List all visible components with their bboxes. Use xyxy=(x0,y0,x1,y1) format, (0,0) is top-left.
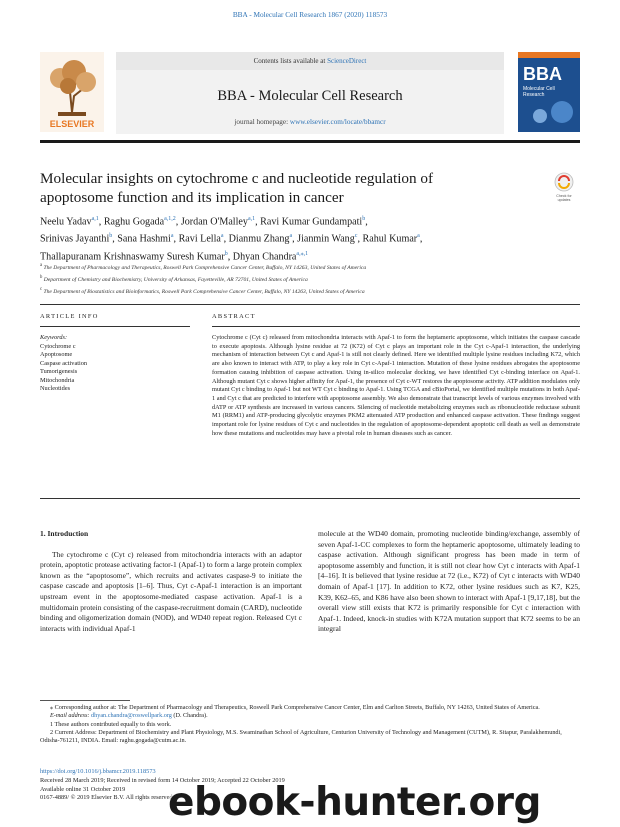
affiliation-text: The Department of Biostatistics and Bioinformatics, Roswell Park Comprehensive Cancer Center, Buffalo, NY 14263, United States of America xyxy=(43,288,365,295)
keyword: Cytochrome c xyxy=(40,342,76,350)
author-name: Rahul Kumar xyxy=(362,233,418,245)
footnote-rule xyxy=(40,700,130,701)
journal-homepage xyxy=(116,118,504,126)
watermark-text: ebook-hunter.org xyxy=(168,780,541,825)
author-name: Ravi Lella xyxy=(178,233,221,245)
email-suffix: (D. Chandra). xyxy=(171,712,208,720)
svg-text:Check for: Check for xyxy=(556,194,572,198)
author-affiliation-sup[interactable]: a,1 xyxy=(247,216,256,222)
author-affiliation-sup[interactable]: a xyxy=(417,233,420,240)
affiliation-sup: c xyxy=(40,286,43,292)
svg-text:ELSEVIER: ELSEVIER xyxy=(49,119,95,129)
journal-name: BBA - Molecular Cell Research xyxy=(217,88,403,104)
article-title: Molecular insights on cytochrome c and nucleotide regulation of apoptosome function and its implication in cancer xyxy=(40,170,434,206)
journal-reference[interactable]: BBA - Molecular Cell Research 1867 (2020) 118573 xyxy=(232,10,388,19)
footnote-2: 2 Current Address: Department of Biochemistry and Plant Physiology, M.S. Swaminathan School of Agriculture, Centurion University of Technology and Management (CUTM), R. Sitapur, Paralakhemundi, Odisha-761211, INDIA. Email: raghu.gogada@cutm.ac.in. xyxy=(40,728,562,745)
keywords xyxy=(40,334,180,394)
affiliation-text: Department of Chemistry and Biochemistry, University of Arkansas, Fayetteville, AR 72701, United States of America xyxy=(43,276,308,283)
author-name: Neelu Yadav xyxy=(40,216,92,228)
article-info-rule xyxy=(40,326,190,327)
body-column-left xyxy=(40,529,302,634)
check-for-updates-icon[interactable] xyxy=(553,172,575,202)
author-name: Jianmin Wang xyxy=(297,233,355,245)
keyword: Tumorigenesis xyxy=(40,368,78,375)
author-affiliation-sup[interactable]: a xyxy=(220,233,224,240)
homepage-label: journal homepage: xyxy=(234,118,290,126)
author-affiliation-sup[interactable]: a,1,2 xyxy=(164,216,176,222)
keyword: Mitochondria xyxy=(40,376,75,384)
author-affiliation-sup[interactable]: c xyxy=(354,233,358,240)
keyword: Caspase activation xyxy=(40,359,88,367)
journal-name-box xyxy=(116,70,504,134)
article-info-label: ARTICLE INFO xyxy=(40,313,99,320)
affiliation-sup: a xyxy=(40,263,43,268)
svg-text:BBA: BBA xyxy=(523,64,562,84)
author-list: Neelu Yadav$^{a,1}$, Raghu Gogada$^{a,1,2}$, Jordan O'Malley$^{a,1}$, Ravi Kumar Gundampati$^b$, Srinivas Jayanthi$^b$, Sana Hashmi$^a$, Ravi Lella$^a$, Dianmu Zhang$^a$, Jianmin Wang$^c$, Rahul Kumar$^a$, Thallapuranam Krishnaswamy Suresh Kumar$^b$, Dhyan Chandra$^{a,⁎,1}$ xyxy=(40,216,423,263)
keyword: Apoptosome xyxy=(40,351,73,358)
homepage-link[interactable]: www.elsevier.com/locate/bbamcr xyxy=(289,118,386,126)
author-name: Srinivas Jayanthi xyxy=(40,233,110,245)
abstract-label: ABSTRACT xyxy=(212,313,256,320)
author-name: Sana Hashmi xyxy=(117,233,171,245)
abstract-text: Cytochrome c (Cyt c) released from mitochondria interacts with Apaf-1 to form the heptameric apoptosome, which initiates the caspase cascade to execute apoptosis. Although lysine residue at 72 (K72) of Cyt c plays an important role in the Cyt c-Apaf-1 interaction, the underlying mechanism of interaction between Cyt c and Apaf-1 is still not clearly defined. Here we identified multiple lysine residues including K72, which are also known to interact with ATP, to play a key role in Cyt c-Apaf-1 interaction. Mutation of these lysine residues abrogates the apoptosome formation causing inhibition of caspase activation. Using in-silico molecular docking, we have identified Cyt c-binding interface on Apaf-1. Although mutant Cyt c shows higher affinity for Apaf-1, the presence of Cyt c-WT restores the apoptosome activity. ATP addition modulates only mutant Cyt c binding to Apaf-1 but not WT Cyt c binding to Apaf-1. Using TCGA and cBioPortal, we identified multiple mutations in both Apaf-1 and Cyt c that are predicted to interfere with apoptosome assembly. We also demonstrate that transcript levels of various enzymes involved with dATP or ATP synthesis are increased in various cancers. Silencing of nucleotide metabolizing enzymes such as ribonucleotide reductase subunit M1 (RRM1) and ATP-producing glycolytic enzymes PKM2 attenuated ATP production and enhanced caspase activation. These findings suggest important role for lysine residues of Cyt c and nucleotides in the regulation of apoptosome-dependent apoptotic cell death as well as demonstrate how these mutations and nucleotides may have a pivotal role in human diseases such as cancer. xyxy=(212,334,580,437)
elsevier-logo xyxy=(40,52,104,132)
email-line xyxy=(40,712,580,720)
author-name: Dianmu Zhang xyxy=(228,233,290,245)
affiliation-text: The Department of Pharmacology and Therapeutics, Roswell Park Comprehensive Cancer Center, Buffalo, NY 14263, United States of America xyxy=(43,264,367,271)
contents-label: Contents lists available at xyxy=(253,57,328,65)
doi-link[interactable]: https://doi.org/10.1016/j.bbamcr.2019.118573 xyxy=(40,768,156,775)
author-affiliation-sup[interactable]: b xyxy=(109,233,113,240)
author-name: Dhyan Chandra xyxy=(232,251,297,263)
svg-text:Molecular Cell: Molecular Cell xyxy=(523,86,555,92)
copyright: 0167-4889/ © 2019 Elsevier B.V. All rights reserved. xyxy=(40,794,175,802)
email-label: E-mail address: xyxy=(50,712,92,720)
footnotes xyxy=(40,704,580,745)
body-paragraph: The cytochrome c (Cyt c) released from mitochondria interacts with an adaptor protein, apoptotic protease activating factor-1 (Apaf-1) to form a large protein complex known as the “apoptosome”, which recruits and activates caspase-9 to initiate the caspase cascade and apoptosis [1–6]. Thus, Cyt c-Apaf-1 interaction is an important upstream event in the apoptosome-mediated caspase activation. Apaf-1 is a multidomain protein consisting of the caspase-recruitment domain (CARD), nucleotide binding and oligomerization domain (NOD), and WD40 repeat region. Released Cyt c interacts with individual Apaf-1 xyxy=(40,549,302,633)
journal-cover xyxy=(518,52,580,132)
author-affiliation-sup[interactable]: b xyxy=(224,250,228,257)
section-heading: 1. Introduction xyxy=(40,529,89,538)
author-affiliation-sup[interactable]: a,1 xyxy=(91,216,99,222)
sciencedirect-link[interactable]: ScienceDirect xyxy=(327,57,367,65)
author-name: Thallapuranam Krishnaswamy Suresh Kumar xyxy=(40,251,225,263)
body-column-right xyxy=(318,529,580,635)
received-dates: Received 28 March 2019; Received in revised form 14 October 2019; Accepted 22 October 2019 xyxy=(40,776,285,784)
author-affiliation-sup[interactable]: a,⁎,1 xyxy=(296,250,309,257)
email-link[interactable]: dhyan.chandra@roswellpark.org xyxy=(91,712,172,720)
body-paragraph: molecule at the WD40 domain, promoting nucleotide binding/exchange, assembly of seven Apaf-1-CC complexes to form the heptameric apoptosome, ultimately leading to caspase activation. Although significant progress has been made in term of apoptosome assembly and function, it is still not clear how Cyt c interacts with Apaf-1 [4–16]. It is believed that lysine residue at 72 (i.e., K72) of Cyt c interacts with WD40 domain of Apaf-1 [17]. In addition to K72, other lysine residues such as K7, K25, K39, K62–65, and K86 have also been shown to interact with Apaf-1 [9,17,18], but the overall view still exists that K72 is primarily responsible for Cyt c interaction with Apaf-1. Indeed, knock-in studies with K72A mutation support that K72 seems to be an integral xyxy=(318,529,580,634)
info-top-rule xyxy=(40,304,580,305)
abstract-rule xyxy=(212,326,580,327)
author-name: Jordan O'Malley xyxy=(180,216,248,228)
author-name: Ravi Kumar Gundampati xyxy=(260,216,363,228)
svg-text:Research: Research xyxy=(523,92,545,98)
available-online: Available online 31 October 2019 xyxy=(40,785,126,793)
abstract-bottom-rule xyxy=(40,498,580,499)
affiliation-sup: b xyxy=(40,274,43,280)
header-rule xyxy=(40,140,580,143)
affiliation-c xyxy=(40,285,580,297)
keyword: Nucleotides xyxy=(40,385,71,392)
journal-header xyxy=(116,52,504,134)
corresponding-author-note: ⁎ Corresponding author at: The Department of Pharmacology and Therapeutics, Roswell Park Comprehensive Cancer Center, Elm and Carlton Streets, Buffalo, NY 14263, United States of America. xyxy=(50,704,540,711)
contents-bar xyxy=(116,52,504,70)
affiliation-a xyxy=(40,261,580,273)
author-affiliation-sup[interactable]: b xyxy=(362,216,366,222)
affiliations xyxy=(40,261,580,297)
author-affiliation-sup[interactable]: a xyxy=(289,233,293,240)
footnote-1: 1 These authors contributed equally to this work. xyxy=(50,720,172,728)
affiliation-b xyxy=(40,273,580,285)
keywords-label: Keywords: xyxy=(40,334,68,341)
svg-text:updates: updates xyxy=(557,198,571,202)
author-name: Raghu Gogada xyxy=(103,216,165,228)
author-affiliation-sup[interactable]: a xyxy=(170,233,174,240)
